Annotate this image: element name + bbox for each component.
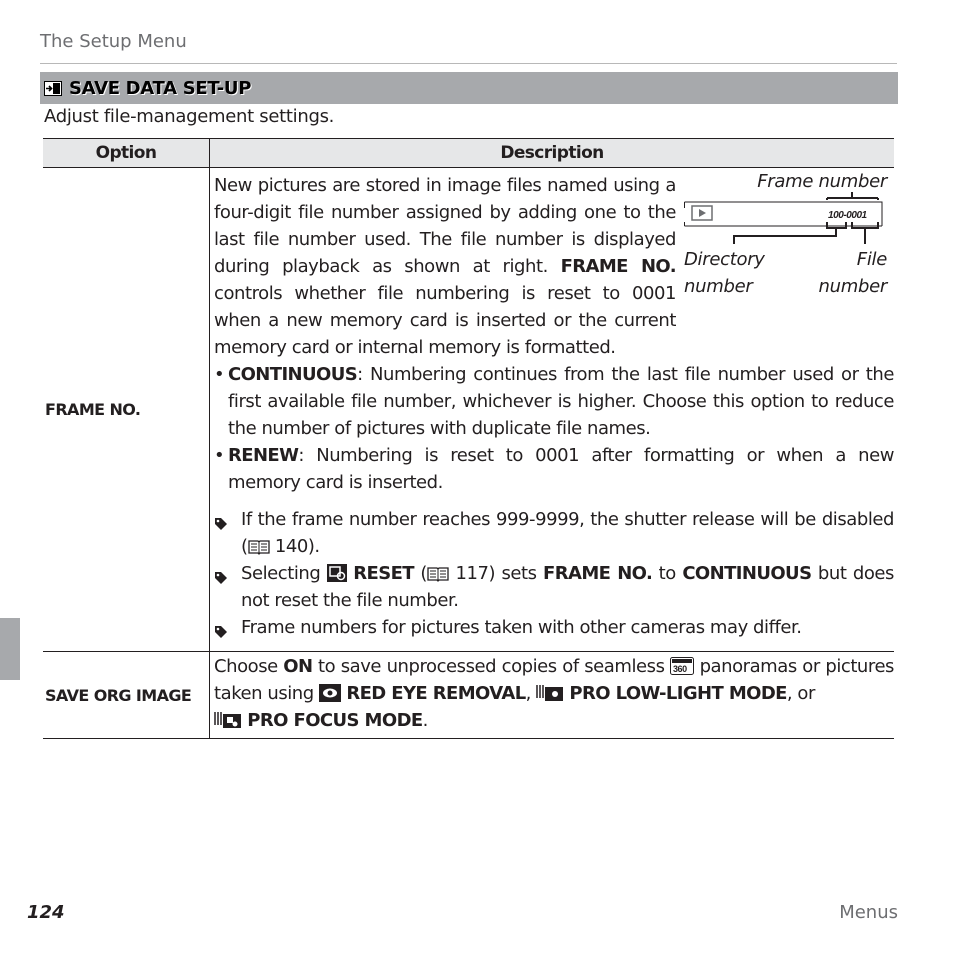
- bullet-key: RENEW: [228, 445, 299, 466]
- running-head: The Setup Menu: [40, 31, 187, 52]
- directory-caption-2: number: [684, 276, 753, 297]
- note-keyword: FRAME NO.: [543, 563, 653, 584]
- option-cell: [43, 168, 210, 652]
- desc-text: to save unprocessed copies of seamless: [312, 656, 671, 677]
- desc-text: , or: [786, 683, 815, 704]
- note-icon: [214, 506, 241, 560]
- desc-text: New pictures are stored in image files named using a four-digit file number assigned by adding one to the last file number used. The file number is displayed during playback as shown at right.: [214, 175, 676, 277]
- bullet-key: CONTINUOUS: [228, 364, 358, 385]
- frame-number-caption: Frame number: [757, 171, 887, 192]
- bullet-body: : Numbering continues from the last file number used or the first available file number, whichever is higher. Choose this option to reduce the number of pictures with duplicate file names.: [228, 364, 894, 439]
- column-header-option: Option: [43, 139, 210, 168]
- note-page-ref: 117) sets: [449, 563, 544, 584]
- settings-table: [43, 138, 894, 739]
- note-keyword: RESET: [353, 563, 414, 584]
- option-label: SAVE ORG IMAGE: [45, 685, 192, 705]
- note-text: (: [413, 563, 427, 584]
- page-number: 124: [27, 902, 65, 923]
- file-number-figure: [684, 172, 889, 322]
- desc-keyword: PRO LOW-LIGHT MODE: [569, 683, 787, 704]
- description-cell: [210, 168, 895, 652]
- bullet-text: [228, 361, 894, 442]
- note-text: If the frame number reaches 999-9999, the shutter release will be disabled (: [241, 509, 894, 557]
- panorama-360-icon: [670, 657, 694, 675]
- desc-text: .: [422, 710, 428, 731]
- option-cell: [43, 652, 210, 739]
- table-row-save-org-image: [43, 652, 894, 739]
- table-header-row: [43, 139, 894, 168]
- desc-text: Choose: [214, 656, 284, 677]
- book-reference-icon: [427, 566, 449, 582]
- desc-text: panoramas or pictures taken using: [214, 656, 894, 704]
- bullet-dot: •: [214, 445, 225, 466]
- section-title: SAVE DATA SET-UP: [69, 77, 252, 99]
- save-data-icon: [44, 81, 62, 96]
- chapter-side-tab: [0, 618, 20, 680]
- desc-keyword: ON: [283, 656, 313, 677]
- bullet-continuous: [214, 361, 894, 442]
- file-code-label: 100-0001: [828, 210, 867, 221]
- note-2: [214, 560, 894, 614]
- note-text: Frame numbers for pictures taken with other cameras may differ.: [241, 617, 802, 638]
- bullet-dot: •: [214, 364, 225, 385]
- section-intro: Adjust file-management settings.: [44, 106, 335, 127]
- note-page-ref: 140).: [269, 536, 320, 557]
- note-text: to: [652, 563, 683, 584]
- header-rule: [40, 63, 897, 64]
- frame-no-description: [214, 172, 676, 361]
- table-row-frame-no: [43, 168, 894, 652]
- column-header-description: Description: [210, 139, 895, 168]
- book-reference-icon: [248, 539, 270, 555]
- section-title-bar: [40, 72, 898, 104]
- note-1: [214, 506, 894, 560]
- note-text: but does not reset the file number.: [241, 563, 894, 611]
- desc-keyword: RED EYE REMOVAL: [346, 683, 526, 704]
- note-icon: [214, 614, 241, 647]
- file-caption-2: number: [818, 276, 887, 297]
- note-3: [214, 614, 894, 647]
- playback-display-diagram: [684, 192, 889, 247]
- note-icon: [214, 560, 241, 614]
- desc-text: ,: [525, 683, 537, 704]
- option-label: FRAME NO.: [45, 400, 141, 419]
- file-caption-1: File: [856, 249, 887, 270]
- note-keyword: CONTINUOUS: [682, 563, 812, 584]
- bullet-renew: [214, 442, 894, 496]
- directory-caption-1: Directory: [684, 249, 765, 270]
- note-text: Selecting: [241, 563, 327, 584]
- desc-keyword: FRAME NO.: [560, 256, 676, 277]
- footer-section-name: Menus: [839, 902, 898, 923]
- pro-focus-icon: [214, 711, 242, 729]
- desc-keyword: PRO FOCUS MODE: [247, 710, 423, 731]
- reset-icon: [327, 564, 347, 582]
- pro-low-light-icon: [536, 684, 564, 702]
- bullet-body: : Numbering is reset to 0001 after formatting or when a new memory card is inserted.: [228, 445, 894, 493]
- description-cell: [210, 652, 895, 739]
- svg-text:360: 360: [673, 664, 687, 674]
- bullet-text: [228, 442, 894, 496]
- red-eye-removal-icon: [319, 684, 341, 702]
- desc-text: controls whether file numbering is reset to 0001 when a new memory card is inserted or the current memory card or internal memory is formatted.: [214, 283, 676, 358]
